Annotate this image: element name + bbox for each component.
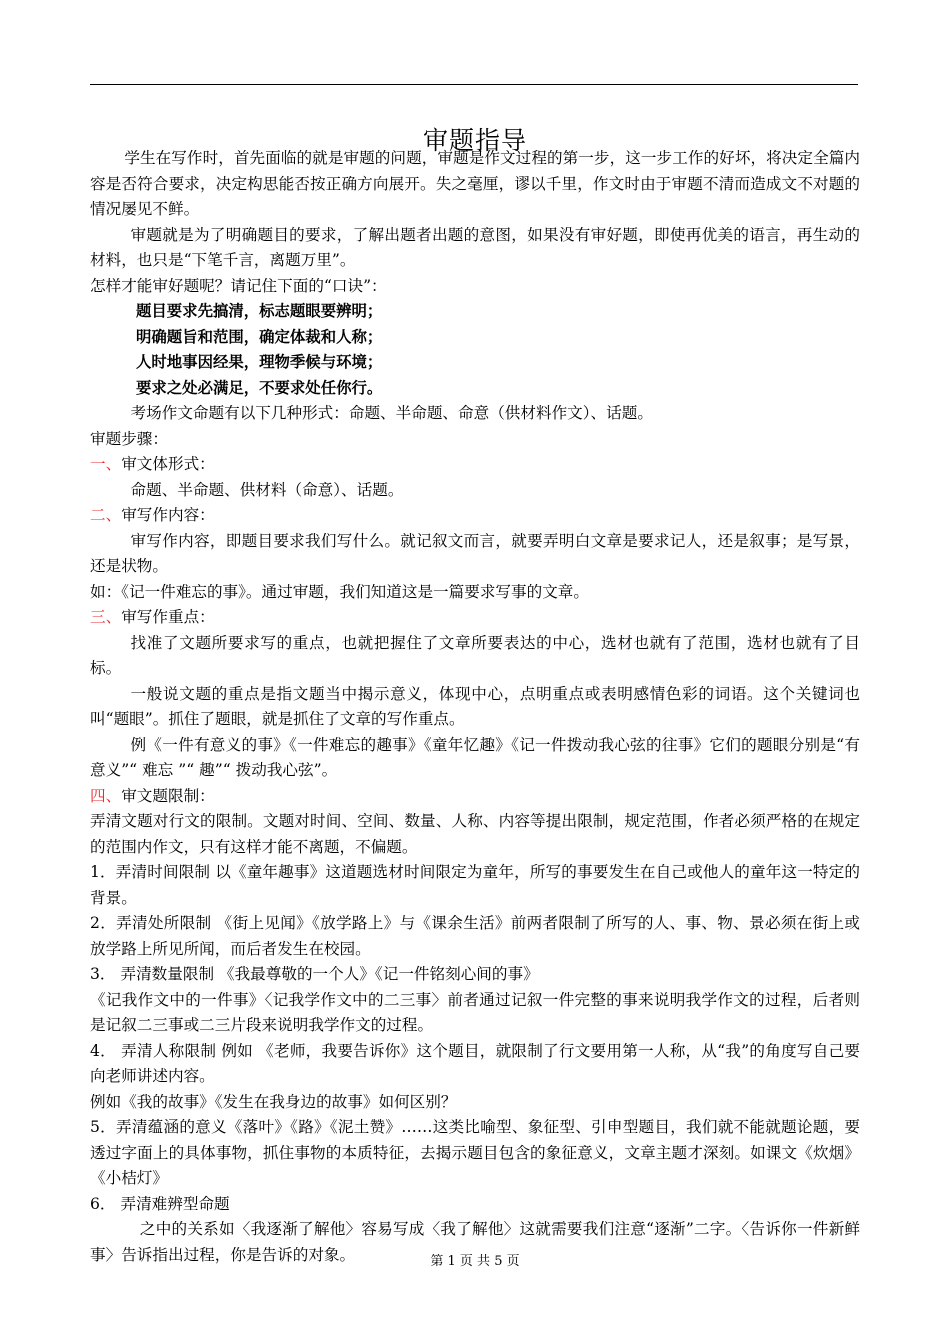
verse-line: 题目要求先搞清，标志题眼要辨明； xyxy=(136,302,383,320)
section-title: 审写作内容： xyxy=(121,506,215,524)
section-title: 审文题限制： xyxy=(121,786,215,805)
paragraph: 找准了文题所要求写的重点，也就把握住了文章所要表达的中心，选材也就有了范围，选材也就有了目标。 xyxy=(90,633,860,677)
header-rule xyxy=(90,84,858,85)
list-item: 3． 弄清数量限制 《我最尊敬的一个人》《记一件铭刻心间的事》 xyxy=(90,965,539,983)
paragraph: 如：《记一件难忘的事》。通过审题，我们知道这是一篇要求写事的文章。 xyxy=(90,582,589,601)
section-title: 审写作重点： xyxy=(121,608,215,626)
section-heading xyxy=(90,452,860,478)
page-title: 审题指导 xyxy=(422,125,527,155)
section-heading xyxy=(90,503,860,529)
paragraph: 之中的关系如〈我逐渐了解他〉容易写成〈我了解他〉这就需要我们注意“逐渐”二字。〈告诉你一件新鲜事〉告诉指出过程，你是告诉的对象。 xyxy=(90,1220,860,1264)
paragraph: 考场作文命题有以下几种形式：命题、半命题、命意（供材料作文）、话题。 xyxy=(130,404,653,422)
paragraph: 审题就是为了明确题目的要求，了解出题者出题的意图，如果没有审好题，即使再优美的语言，再生动的材料，也只是“下笔千言，离题万里”。 xyxy=(90,225,860,269)
list-item: 6． 弄清难辨型命题 xyxy=(90,1194,230,1213)
paragraph: 弄清文题对行文的限制。文题对时间、空间、数量、人称、内容等提出限制，规定范围，作者必须严格的在规定的范围内作文，只有这样才能不离题，不偏题。 xyxy=(90,812,860,856)
section-heading xyxy=(90,784,860,810)
list-item: 2．弄清处所限制 《街上见闻》《放学路上》与《课余生活》前两者限制了所写的人、事、物、景必须在街上或放学路上所见所闻，而后者发生在校园。 xyxy=(90,914,860,958)
list-item: 1．弄清时间限制 以《童年趣事》这道题选材时间限定为童年，所写的事要发生在自己或他人的童年这一特定的背景。 xyxy=(90,863,860,907)
paragraph: 学生在写作时，首先面临的就是审题的问题，审题是作文过程的第一步，这一步工作的好坏，将决定全篇内容是否符合要求，决定构思能否按正确方向展开。失之毫厘，谬以千里，作文时由于审题不清而造成文不对题的情况屡见不鲜。 xyxy=(90,149,860,218)
section-title: 审文体形式： xyxy=(121,455,215,473)
verse-line: 人时地事因经果，理物季候与环境； xyxy=(136,353,383,371)
paragraph: 命题、半命题、供材料（命意）、话题。 xyxy=(130,480,404,499)
paragraph: 例《一件有意义的事》《一件难忘的趣事》《童年忆趣》《记一件拨动我心弦的往事》它们的题眼分别是“有意义”“ 难忘 ”“ 趣”“ 拨动我心弦”。 xyxy=(90,735,860,779)
section-number: 一、 xyxy=(90,455,122,473)
section-number: 四、 xyxy=(90,786,122,805)
paragraph: 一般说文题的重点是指文题当中揭示意义，体现中心，点明重点或表明感情色彩的词语。这个关键词也叫“题眼”。抓住了题眼，就是抓住了文章的写作重点。 xyxy=(90,684,860,728)
paragraph: 审题步骤： xyxy=(90,429,168,448)
section-number: 三、 xyxy=(90,608,122,626)
paragraph: 例如《我的故事》《发生在我身边的故事》如何区别？ xyxy=(90,1092,457,1111)
paragraph: 怎样才能审好题呢？请记住下面的“口诀”： xyxy=(90,276,387,295)
list-item: 4． 弄清人称限制 例如 《老师，我要告诉你》这个题目，就限制了行文要用第一人称，从“我”的角度写自己要向老师讲述内容。 xyxy=(90,1041,860,1085)
document-body xyxy=(90,146,860,1268)
verse-line: 要求之处必满足，不要求处任你行。 xyxy=(136,378,383,397)
verse-line: 明确题旨和范围，确定体裁和人称； xyxy=(136,327,383,346)
paragraph: 《记我作文中的一件事》〈记我学作文中的二三事〉前者通过记叙一件完整的事来说明我学作文的过程，后者则是记叙二三事或二三片段来说明我学作文的过程。 xyxy=(90,990,860,1034)
section-heading xyxy=(90,605,860,631)
section-number: 二、 xyxy=(90,506,122,524)
page-footer: 第 1 页 共 5 页 xyxy=(430,1254,520,1269)
paragraph: 审写作内容，即题目要求我们写什么。就记叙文而言，就要弄明白文章是要求记人，还是叙事；是写景，还是状物。 xyxy=(90,531,860,575)
list-item: 5．弄清蕴涵的意义《落叶》《路》《泥土赞》……这类比喻型、象征型、引申型题目，我们就不能就题论题，要透过字面上的具体事物，抓住事物的本质特征，去揭示题目包含的象征意义，文章主题才深刻。如课文《炊烟》《小桔灯》 xyxy=(90,1118,860,1187)
